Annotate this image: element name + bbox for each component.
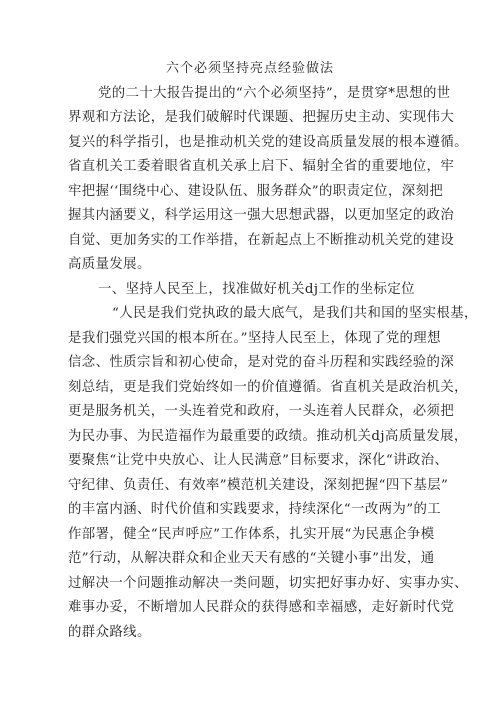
- paragraph-line: 牢把握‘‘围绕中心、建设队伍、服务群众”的职责定位，深刻把: [68, 184, 444, 199]
- paragraph-line: 过解决一个问题推动解决一类问题，切实把好事办好、实事办实、: [68, 576, 468, 591]
- paragraph-line: 是我们强党兴国的根本所在。”坚持人民至上，体现了党的理想: [68, 331, 441, 346]
- paragraph-line: 为民办事、为民造福作为最重要的政绩。推动机关dj高质量发展，: [68, 429, 468, 444]
- paragraph-line: 界观和方法论，是我们破解时代课题、把握历史主动、实现伟大: [68, 110, 455, 125]
- paragraph-line: 难事办妥，不断增加人民群众的获得感和幸福感，走好新时代党: [68, 600, 455, 615]
- paragraph-line: 高质量发展。: [68, 257, 151, 272]
- paragraph-line: 复兴的科学指引，也是推动机关党的建设高质量发展的根本遵循。: [68, 135, 468, 150]
- paragraph-line: 信念、性质宗旨和初心使命，是对党的奋斗历程和实践经验的深: [68, 355, 455, 370]
- paragraph-line: 握其内涵要义，科学运用这一强大思想武器，以更加坚定的政治: [68, 208, 455, 223]
- paragraph-line: “人民是我们党执政的最大底气，是我们共和国的坚实根基，: [112, 306, 478, 321]
- paragraph-line: 的群众路线。: [68, 625, 151, 640]
- paragraph-line: 范”行动，从解决群众和企业天天有感的“关键小事”出发，通: [68, 551, 435, 566]
- paragraph-line: 省直机关工委着眼省直机关承上启下、辐射全省的重要地位，牢: [68, 159, 455, 174]
- paragraph-line: 自觉、更加务实的工作举措，在新起点上不断推动机关党的建设: [68, 233, 455, 248]
- paragraph-line: 守纪律、负责任、有效率”模范机关建设，深刻把握“四下基层”: [68, 478, 449, 493]
- paragraph-line: 党的二十大报告提出的“六个必须坚持”，是贯穿*思想的世: [98, 86, 451, 101]
- section-heading: 一、坚持人民至上，找准做好机关dj工作的坐标定位: [98, 282, 415, 297]
- paragraph-line: 刻总结，更是我们党始终如一的价值遵循。省直机关是政治机关，: [68, 380, 468, 395]
- paragraph-line: 的丰富内涵、时代价值和实践要求，持续深化“一改两为”的工: [68, 502, 442, 517]
- paragraph-line: 更是服务机关，一头连着党和政府，一头连着人民群众，必须把: [68, 404, 455, 419]
- paragraph-line: 作部署，健全“民声呼应”工作体系，扎实开展“为民惠企争模: [68, 527, 435, 542]
- paragraph-line: 要聚焦“让党中央放心、让人民满意”目标要求，深化“讲政治、: [68, 453, 449, 468]
- document-title: 六个必须坚持亮点经验做法: [165, 61, 334, 76]
